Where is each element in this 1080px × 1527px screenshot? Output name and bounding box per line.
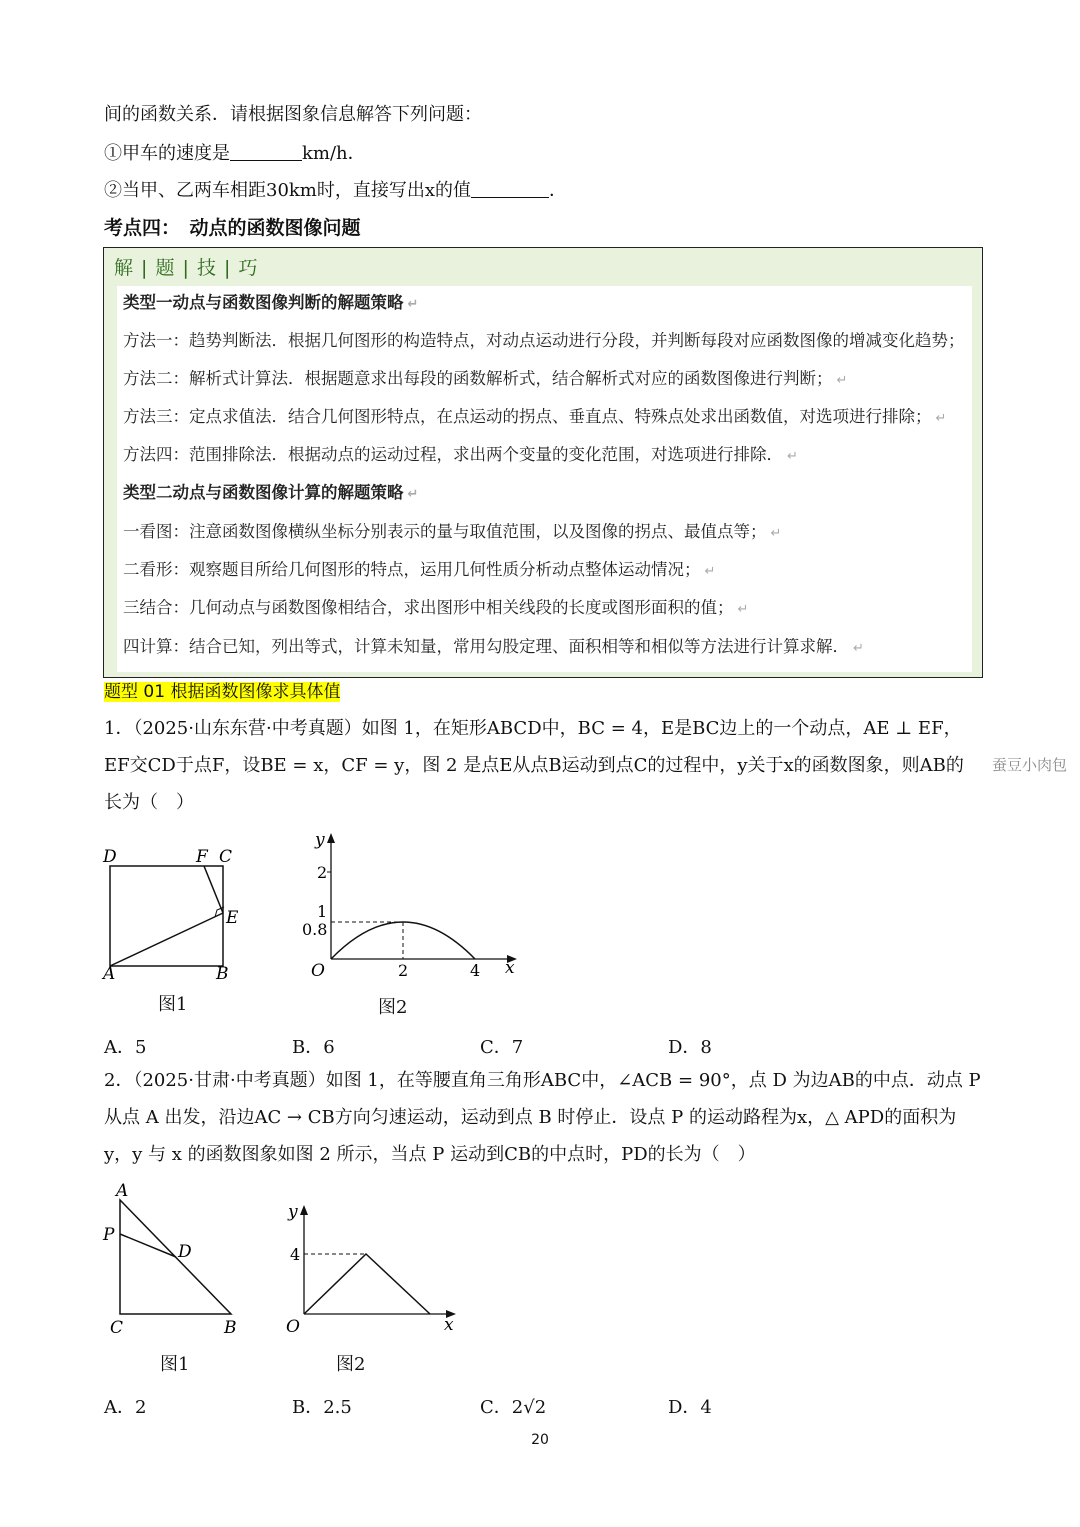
tick-label: 2 bbox=[398, 961, 409, 980]
q1-text-line: 1．（2025·山东东营·中考真题）如图 1，在矩形ABCD中，BC = 4，E是BC边上的一个动点，AE ⊥ EF， bbox=[104, 718, 962, 739]
q1-figure-2 bbox=[295, 825, 525, 985]
tip-line: 三结合：几何动点与函数图像相结合，求出图形中相关线段的长度或图形面积的值； ↵ bbox=[123, 598, 749, 617]
option-c[interactable]: C．7 bbox=[480, 1037, 524, 1058]
q2-fig2-caption: 图2 bbox=[336, 1354, 366, 1375]
tip-line: 类型一动点与函数图像判断的解题策略 ↵ bbox=[123, 293, 419, 312]
q1-suffix: km/h． bbox=[302, 143, 366, 164]
q2-text-line: y，y 与 x 的函数图象如图 2 所示，当点 P 运动到CB的中点时，PD的长为（ ） bbox=[104, 1144, 756, 1165]
option-d[interactable]: D．4 bbox=[668, 1397, 712, 1418]
label-a: A bbox=[103, 964, 116, 984]
label-d: D bbox=[178, 1242, 192, 1262]
intro-line: 间的函数关系．请根据图象信息解答下列问题： bbox=[104, 104, 482, 125]
segment-ef bbox=[204, 866, 223, 913]
segment-pd bbox=[120, 1234, 176, 1257]
label-b: B bbox=[216, 964, 229, 984]
label-origin: O bbox=[286, 1317, 300, 1337]
tip-line: 四计算：结合已知，列出等式，计算未知量，常用勾股定理、面积相等和相似等方法进行计算求解． ↵ bbox=[123, 637, 864, 656]
tip-line: 方法一：趋势判断法．根据几何图形的构造特点，对动点运动进行分段，并判断每段对应函数图像的增减变化趋势； bbox=[123, 331, 965, 350]
label-c: C bbox=[110, 1318, 124, 1338]
q2-figure-2 bbox=[280, 1195, 470, 1345]
option-d[interactable]: D．8 bbox=[668, 1037, 712, 1058]
q1-fig2-caption: 图2 bbox=[378, 997, 408, 1018]
section-title: 考点四： 动点的函数图像问题 bbox=[104, 217, 361, 239]
answer-blank[interactable] bbox=[471, 180, 549, 198]
q2-suffix: ． bbox=[549, 180, 568, 201]
tips-title: 解 | 题 | 技 | 巧 bbox=[114, 257, 259, 279]
page-number: 20 bbox=[531, 1432, 549, 1448]
tick-label: 4 bbox=[470, 961, 481, 980]
option-b[interactable]: B．6 bbox=[292, 1037, 335, 1058]
option-a[interactable]: A．2 bbox=[104, 1397, 147, 1418]
q1-fig1-caption: 图1 bbox=[158, 994, 188, 1015]
q1-text-line: EF交CD于点F，设BE = x，CF = y，图 2 是点E从点B运动到点C的过程中，y关于x的函数图象，则AB的 bbox=[104, 755, 964, 776]
tip-line: 方法二：解析式计算法．根据题意求出每段的函数解析式，结合解析式对应的函数图像进行判断； ↵ bbox=[123, 369, 848, 388]
tip-line: 一看图：注意函数图像横纵坐标分别表示的量与取值范围，以及图像的拐点、最值点等； ↵ bbox=[123, 522, 782, 541]
label-origin: O bbox=[311, 961, 325, 981]
q2-text-line: 从点 A 出发，沿边AC → CB方向匀速运动，运动到点 B 时停止．设点 P 的运动路程为x，△ APD的面积为 bbox=[104, 1107, 957, 1128]
tips-box bbox=[103, 247, 983, 678]
label-b: B bbox=[224, 1318, 237, 1338]
q1-prefix: ①甲车的速度是 bbox=[104, 143, 230, 164]
tick-label: 1 bbox=[317, 902, 328, 921]
question-1-blank bbox=[104, 142, 366, 166]
y-axis-arrow bbox=[300, 1205, 308, 1215]
question-type-label: 题型 01 根据函数图像求具体值 bbox=[104, 682, 341, 702]
segment-ae bbox=[110, 913, 223, 966]
label-c: C bbox=[219, 847, 233, 867]
watermark: 蚕豆小肉包 bbox=[992, 756, 1068, 774]
tip-line: 方法三：定点求值法．结合几何图形特点，在点运动的拐点、垂直点、特殊点处求出函数值，对选项进行排除； ↵ bbox=[123, 407, 947, 426]
label-p: P bbox=[103, 1225, 115, 1245]
label-y: y bbox=[315, 830, 325, 850]
option-b[interactable]: B．2.5 bbox=[292, 1397, 352, 1418]
tick-label: 2 bbox=[317, 863, 328, 882]
label-x: x bbox=[505, 958, 515, 978]
option-c[interactable]: C．2√2 bbox=[480, 1397, 547, 1418]
tip-line: 二看形：观察题目所给几何图形的特点，运用几何性质分析动点整体运动情况； ↵ bbox=[123, 560, 716, 579]
q1-figure-1 bbox=[95, 838, 255, 988]
label-a: A bbox=[116, 1181, 129, 1201]
tip-line: 类型二动点与函数图像计算的解题策略 ↵ bbox=[123, 483, 419, 502]
area-graph bbox=[304, 1254, 430, 1314]
label-x: x bbox=[444, 1315, 454, 1335]
label-d: D bbox=[103, 847, 117, 867]
label-e: E bbox=[226, 908, 239, 928]
option-a[interactable]: A．5 bbox=[104, 1037, 147, 1058]
q2-figure-1 bbox=[98, 1178, 248, 1343]
q1-text-line: 长为（ ） bbox=[104, 792, 194, 813]
answer-blank[interactable] bbox=[230, 143, 302, 161]
q2-prefix: ②当甲、乙两车相距30km时，直接写出x的值 bbox=[104, 180, 472, 201]
tick-label: 4 bbox=[290, 1245, 301, 1264]
label-f: F bbox=[196, 847, 208, 867]
y-axis-arrow bbox=[327, 833, 335, 843]
q2-fig1-caption: 图1 bbox=[160, 1354, 190, 1375]
question-2-blank bbox=[104, 179, 567, 203]
tips-content bbox=[117, 286, 972, 672]
tip-line: 方法四：范围排除法．根据动点的运动过程，求出两个变量的变化范围，对选项进行排除． ↵ bbox=[123, 445, 798, 464]
q2-text-line: 2．（2025·甘肃·中考真题）如图 1，在等腰直角三角形ABC中，∠ACB = 90°，点 D 为边AB的中点．动点 P bbox=[104, 1070, 981, 1091]
rectangle-abcd bbox=[110, 866, 223, 966]
label-y: y bbox=[288, 1202, 298, 1222]
tick-label: 0.8 bbox=[302, 920, 328, 939]
